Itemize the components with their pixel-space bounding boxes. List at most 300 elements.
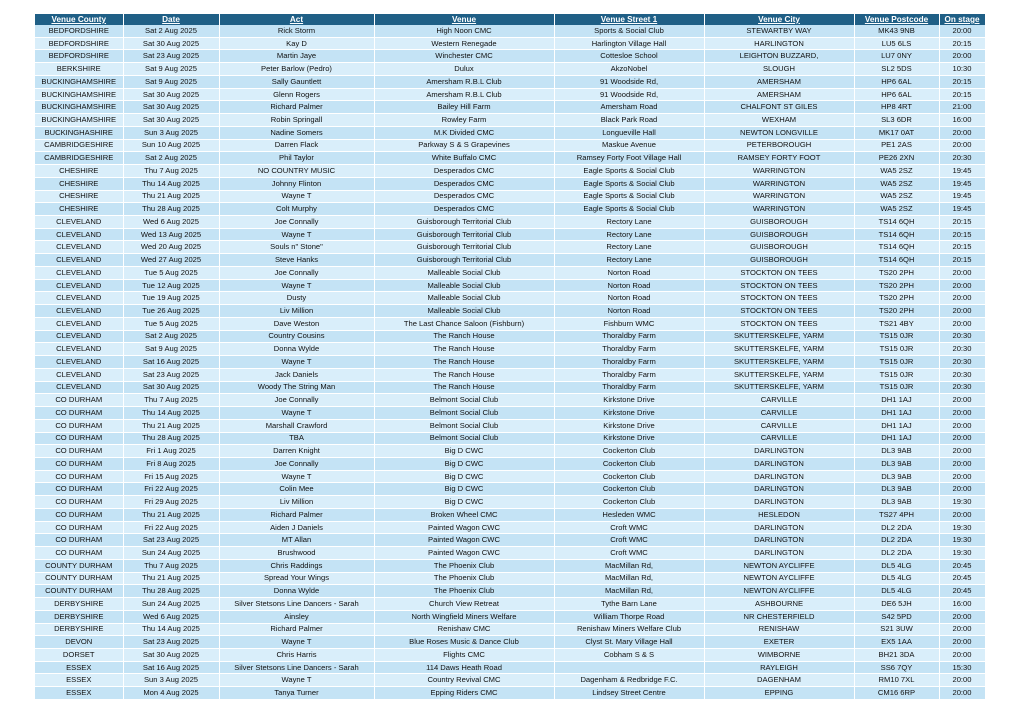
act-cell: TBA bbox=[219, 432, 374, 445]
county-cell: BUCKINGHAMSHIRE bbox=[35, 75, 123, 88]
postcode-cell: MK17 0AT bbox=[854, 126, 939, 139]
table-row bbox=[35, 139, 985, 152]
street-cell bbox=[554, 661, 704, 674]
column-header-date[interactable]: Date bbox=[123, 14, 219, 25]
county-cell: CO DURHAM bbox=[35, 445, 123, 458]
street-cell: Eagle Sports & Social Club bbox=[554, 203, 704, 216]
county-cell: CAMBRIDGESHIRE bbox=[35, 139, 123, 152]
postcode-cell: LU5 6LS bbox=[854, 37, 939, 50]
venue-cell: Western Renegade bbox=[374, 37, 554, 50]
city-cell: CARVILLE bbox=[704, 394, 854, 407]
date-cell: Fri 8 Aug 2025 bbox=[123, 457, 219, 470]
date-cell: Thu 28 Aug 2025 bbox=[123, 203, 219, 216]
on-stage-cell: 20:00 bbox=[939, 508, 985, 521]
act-cell: Peter Barlow (Pedro) bbox=[219, 63, 374, 76]
date-cell: Wed 6 Aug 2025 bbox=[123, 216, 219, 229]
on-stage-cell: 10:30 bbox=[939, 63, 985, 76]
on-stage-cell: 20:15 bbox=[939, 241, 985, 254]
date-cell: Sun 24 Aug 2025 bbox=[123, 547, 219, 560]
venue-cell: The Last Chance Saloon (Fishburn) bbox=[374, 317, 554, 330]
date-cell: Sun 3 Aug 2025 bbox=[123, 674, 219, 687]
city-cell: WEXHAM bbox=[704, 114, 854, 127]
county-cell: BEDFORDSHIRE bbox=[35, 50, 123, 63]
table-row bbox=[35, 457, 985, 470]
on-stage-cell: 16:00 bbox=[939, 598, 985, 611]
act-cell: MT Allan bbox=[219, 534, 374, 547]
venue-cell: The Ranch House bbox=[374, 381, 554, 394]
street-cell: Thoraldby Farm bbox=[554, 368, 704, 381]
street-cell: MacMillan Rd, bbox=[554, 585, 704, 598]
table-row bbox=[35, 203, 985, 216]
city-cell: GUISBOROUGH bbox=[704, 254, 854, 267]
county-cell: CO DURHAM bbox=[35, 432, 123, 445]
county-cell: CO DURHAM bbox=[35, 457, 123, 470]
postcode-cell: WA5 2SZ bbox=[854, 203, 939, 216]
postcode-cell: S42 5PD bbox=[854, 610, 939, 623]
date-cell: Sat 2 Aug 2025 bbox=[123, 25, 219, 37]
column-header-venue[interactable]: Venue bbox=[374, 14, 554, 25]
venue-cell: Big D CWC bbox=[374, 496, 554, 509]
act-cell: Nadine Somers bbox=[219, 126, 374, 139]
postcode-cell: DL2 2DA bbox=[854, 547, 939, 560]
on-stage-cell: 20:00 bbox=[939, 432, 985, 445]
county-cell: CO DURHAM bbox=[35, 470, 123, 483]
on-stage-cell: 20:00 bbox=[939, 636, 985, 649]
street-cell: Eagle Sports & Social Club bbox=[554, 190, 704, 203]
table-row bbox=[35, 152, 985, 165]
postcode-cell: DL2 2DA bbox=[854, 521, 939, 534]
column-header-venue-city[interactable]: Venue City bbox=[704, 14, 854, 25]
act-cell: Donna Wylde bbox=[219, 343, 374, 356]
county-cell: BEDFORDSHIRE bbox=[35, 25, 123, 37]
column-header-venue-street[interactable]: Venue Street 1 bbox=[554, 14, 704, 25]
act-cell: Joe Connally bbox=[219, 266, 374, 279]
on-stage-cell: 20:00 bbox=[939, 394, 985, 407]
venue-cell: Dulux bbox=[374, 63, 554, 76]
city-cell: NEWTON AYCLIFFE bbox=[704, 585, 854, 598]
date-cell: Sat 2 Aug 2025 bbox=[123, 152, 219, 165]
venue-cell: Belmont Social Club bbox=[374, 407, 554, 420]
act-cell: Wayne T bbox=[219, 407, 374, 420]
on-stage-cell: 20:45 bbox=[939, 585, 985, 598]
city-cell: DARLINGTON bbox=[704, 521, 854, 534]
street-cell: Rectory Lane bbox=[554, 241, 704, 254]
act-cell: Wayne T bbox=[219, 636, 374, 649]
date-cell: Thu 14 Aug 2025 bbox=[123, 407, 219, 420]
street-cell: Cockerton Club bbox=[554, 457, 704, 470]
county-cell: CLEVELAND bbox=[35, 292, 123, 305]
date-cell: Tue 5 Aug 2025 bbox=[123, 266, 219, 279]
city-cell: GUISBOROUGH bbox=[704, 241, 854, 254]
table-row bbox=[35, 687, 985, 700]
street-cell: Norton Road bbox=[554, 292, 704, 305]
act-cell: Joe Connally bbox=[219, 216, 374, 229]
postcode-cell: TS20 2PH bbox=[854, 292, 939, 305]
city-cell: STOCKTON ON TEES bbox=[704, 266, 854, 279]
postcode-cell: DH1 1AJ bbox=[854, 419, 939, 432]
date-cell: Thu 21 Aug 2025 bbox=[123, 572, 219, 585]
on-stage-cell: 20:00 bbox=[939, 317, 985, 330]
act-cell: Steve Hanks bbox=[219, 254, 374, 267]
on-stage-cell: 19:45 bbox=[939, 165, 985, 178]
act-cell: Wayne T bbox=[219, 279, 374, 292]
table-row bbox=[35, 37, 985, 50]
date-cell: Sun 3 Aug 2025 bbox=[123, 126, 219, 139]
street-cell: Harlington Village Hall bbox=[554, 37, 704, 50]
city-cell: DAGENHAM bbox=[704, 674, 854, 687]
city-cell: DARLINGTON bbox=[704, 547, 854, 560]
date-cell: Fri 22 Aug 2025 bbox=[123, 483, 219, 496]
city-cell: RENISHAW bbox=[704, 623, 854, 636]
date-cell: Thu 21 Aug 2025 bbox=[123, 190, 219, 203]
venue-cell: The Phoenix Club bbox=[374, 585, 554, 598]
county-cell: CLEVELAND bbox=[35, 356, 123, 369]
city-cell: DARLINGTON bbox=[704, 470, 854, 483]
table-row bbox=[35, 407, 985, 420]
table-row bbox=[35, 177, 985, 190]
county-cell: CO DURHAM bbox=[35, 547, 123, 560]
street-cell: Tythe Barn Lane bbox=[554, 598, 704, 611]
street-cell: Kirkstone Drive bbox=[554, 419, 704, 432]
table-row bbox=[35, 521, 985, 534]
table-row bbox=[35, 356, 985, 369]
street-cell: Kirkstone Drive bbox=[554, 432, 704, 445]
venue-cell: Desperados CMC bbox=[374, 165, 554, 178]
street-cell: Ramsey Forty Foot Village Hall bbox=[554, 152, 704, 165]
venue-cell: The Ranch House bbox=[374, 330, 554, 343]
venue-cell: The Ranch House bbox=[374, 356, 554, 369]
city-cell: GUISBOROUGH bbox=[704, 216, 854, 229]
postcode-cell: TS15 0JR bbox=[854, 368, 939, 381]
city-cell: WARRINGTON bbox=[704, 203, 854, 216]
county-cell: DERBYSHIRE bbox=[35, 610, 123, 623]
act-cell: Darren Knight bbox=[219, 445, 374, 458]
postcode-cell: TS15 0JR bbox=[854, 343, 939, 356]
city-cell: WIMBORNE bbox=[704, 648, 854, 661]
act-cell: Darren Flack bbox=[219, 139, 374, 152]
table-row bbox=[35, 432, 985, 445]
venue-cell: Malleable Social Club bbox=[374, 305, 554, 318]
on-stage-cell: 20:15 bbox=[939, 216, 985, 229]
on-stage-cell: 20:00 bbox=[939, 470, 985, 483]
city-cell: RAYLEIGH bbox=[704, 661, 854, 674]
date-cell: Mon 4 Aug 2025 bbox=[123, 687, 219, 700]
column-header-venue-postcode[interactable]: Venue Postcode bbox=[854, 14, 939, 25]
on-stage-cell: 20:30 bbox=[939, 368, 985, 381]
postcode-cell: TS21 4BY bbox=[854, 317, 939, 330]
county-cell: CLEVELAND bbox=[35, 241, 123, 254]
venue-cell: M.K Divided CMC bbox=[374, 126, 554, 139]
on-stage-cell: 20:00 bbox=[939, 50, 985, 63]
act-cell: Aiden J Daniels bbox=[219, 521, 374, 534]
table-row bbox=[35, 623, 985, 636]
postcode-cell: PE26 2XN bbox=[854, 152, 939, 165]
county-cell: BERKSHIRE bbox=[35, 63, 123, 76]
on-stage-cell: 20:30 bbox=[939, 381, 985, 394]
on-stage-cell: 20:00 bbox=[939, 279, 985, 292]
city-cell: DARLINGTON bbox=[704, 534, 854, 547]
venue-cell: Belmont Social Club bbox=[374, 419, 554, 432]
date-cell: Thu 28 Aug 2025 bbox=[123, 432, 219, 445]
table-row bbox=[35, 445, 985, 458]
date-cell: Fri 1 Aug 2025 bbox=[123, 445, 219, 458]
postcode-cell: EX5 1AA bbox=[854, 636, 939, 649]
venue-cell: High Noon CMC bbox=[374, 25, 554, 37]
county-cell: DERBYSHIRE bbox=[35, 598, 123, 611]
postcode-cell: SL3 6DR bbox=[854, 114, 939, 127]
city-cell: NR CHESTERFIELD bbox=[704, 610, 854, 623]
table-row bbox=[35, 292, 985, 305]
on-stage-cell: 20:45 bbox=[939, 572, 985, 585]
city-cell: STOCKTON ON TEES bbox=[704, 305, 854, 318]
street-cell: Thoraldby Farm bbox=[554, 343, 704, 356]
postcode-cell: TS15 0JR bbox=[854, 381, 939, 394]
postcode-cell: RM10 7XL bbox=[854, 674, 939, 687]
table-row bbox=[35, 508, 985, 521]
postcode-cell: TS20 2PH bbox=[854, 279, 939, 292]
date-cell: Sat 30 Aug 2025 bbox=[123, 101, 219, 114]
venue-cell: Broken Wheel CMC bbox=[374, 508, 554, 521]
city-cell: DARLINGTON bbox=[704, 457, 854, 470]
act-cell: Liv Million bbox=[219, 496, 374, 509]
on-stage-cell: 20:30 bbox=[939, 343, 985, 356]
on-stage-cell: 20:00 bbox=[939, 610, 985, 623]
venue-cell: Belmont Social Club bbox=[374, 432, 554, 445]
street-cell: Clyst St. Mary Village Hall bbox=[554, 636, 704, 649]
county-cell: BUCKINGHASHIRE bbox=[35, 126, 123, 139]
act-cell: Spread Your Wings bbox=[219, 572, 374, 585]
date-cell: Wed 6 Aug 2025 bbox=[123, 610, 219, 623]
county-cell: CLEVELAND bbox=[35, 254, 123, 267]
street-cell: Norton Road bbox=[554, 305, 704, 318]
postcode-cell: DL3 9AB bbox=[854, 457, 939, 470]
venue-cell: The Ranch House bbox=[374, 343, 554, 356]
column-header-on-stage[interactable]: On stage bbox=[939, 14, 985, 25]
act-cell: Country Cousins bbox=[219, 330, 374, 343]
venue-cell: Malleable Social Club bbox=[374, 292, 554, 305]
street-cell: Croft WMC bbox=[554, 547, 704, 560]
venue-cell: Belmont Social Club bbox=[374, 394, 554, 407]
street-cell: MacMillan Rd, bbox=[554, 559, 704, 572]
venue-cell: Flights CMC bbox=[374, 648, 554, 661]
postcode-cell: HP8 4RT bbox=[854, 101, 939, 114]
venue-cell: Rowley Farm bbox=[374, 114, 554, 127]
act-cell: Ainsley bbox=[219, 610, 374, 623]
city-cell: GUISBOROUGH bbox=[704, 228, 854, 241]
city-cell: STOCKTON ON TEES bbox=[704, 279, 854, 292]
act-cell: Kay D bbox=[219, 37, 374, 50]
postcode-cell: DL2 2DA bbox=[854, 534, 939, 547]
table-row bbox=[35, 572, 985, 585]
act-cell: Richard Palmer bbox=[219, 623, 374, 636]
table-row bbox=[35, 126, 985, 139]
on-stage-cell: 20:00 bbox=[939, 407, 985, 420]
date-cell: Sat 23 Aug 2025 bbox=[123, 636, 219, 649]
city-cell: WARRINGTON bbox=[704, 190, 854, 203]
city-cell: AMERSHAM bbox=[704, 75, 854, 88]
postcode-cell: DH1 1AJ bbox=[854, 394, 939, 407]
venue-cell: Desperados CMC bbox=[374, 203, 554, 216]
county-cell: DORSET bbox=[35, 648, 123, 661]
street-cell: Thoraldby Farm bbox=[554, 356, 704, 369]
street-cell: Cottesloe School bbox=[554, 50, 704, 63]
date-cell: Sat 30 Aug 2025 bbox=[123, 37, 219, 50]
venue-cell: Malleable Social Club bbox=[374, 266, 554, 279]
on-stage-cell: 19:45 bbox=[939, 177, 985, 190]
street-cell: William Thorpe Road bbox=[554, 610, 704, 623]
city-cell: EXETER bbox=[704, 636, 854, 649]
county-cell: CO DURHAM bbox=[35, 419, 123, 432]
date-cell: Tue 26 Aug 2025 bbox=[123, 305, 219, 318]
street-cell: Rectory Lane bbox=[554, 254, 704, 267]
table-row bbox=[35, 63, 985, 76]
table-row bbox=[35, 559, 985, 572]
venue-cell: Desperados CMC bbox=[374, 177, 554, 190]
venue-cell: Big D CWC bbox=[374, 483, 554, 496]
table-row bbox=[35, 101, 985, 114]
postcode-cell: HP6 6AL bbox=[854, 75, 939, 88]
city-cell: CHALFONT ST GILES bbox=[704, 101, 854, 114]
street-cell: Longueville Hall bbox=[554, 126, 704, 139]
city-cell: SKUTTERSKELFE, YARM bbox=[704, 330, 854, 343]
on-stage-cell: 20:00 bbox=[939, 623, 985, 636]
county-cell: CLEVELAND bbox=[35, 330, 123, 343]
table-row bbox=[35, 216, 985, 229]
date-cell: Sat 9 Aug 2025 bbox=[123, 75, 219, 88]
venue-cell: 114 Daws Heath Road bbox=[374, 661, 554, 674]
act-cell: Souls n" Stone" bbox=[219, 241, 374, 254]
date-cell: Wed 20 Aug 2025 bbox=[123, 241, 219, 254]
postcode-cell: TS15 0JR bbox=[854, 330, 939, 343]
act-cell: Johnny Flinton bbox=[219, 177, 374, 190]
on-stage-cell: 16:00 bbox=[939, 114, 985, 127]
venue-cell: Big D CWC bbox=[374, 457, 554, 470]
table-row bbox=[35, 343, 985, 356]
postcode-cell: DH1 1AJ bbox=[854, 432, 939, 445]
on-stage-cell: 19:45 bbox=[939, 203, 985, 216]
act-cell: Dave Weston bbox=[219, 317, 374, 330]
date-cell: Thu 7 Aug 2025 bbox=[123, 559, 219, 572]
city-cell: STEWARTBY WAY bbox=[704, 25, 854, 37]
venue-cell: Malleable Social Club bbox=[374, 279, 554, 292]
county-cell: CO DURHAM bbox=[35, 534, 123, 547]
postcode-cell: WA5 2SZ bbox=[854, 177, 939, 190]
on-stage-cell: 20:00 bbox=[939, 419, 985, 432]
table-row bbox=[35, 661, 985, 674]
county-cell: BEDFORDSHIRE bbox=[35, 37, 123, 50]
table-row bbox=[35, 330, 985, 343]
act-cell: Colin Mee bbox=[219, 483, 374, 496]
city-cell: DARLINGTON bbox=[704, 496, 854, 509]
venue-cell: Church View Retreat bbox=[374, 598, 554, 611]
date-cell: Thu 7 Aug 2025 bbox=[123, 165, 219, 178]
on-stage-cell: 20:15 bbox=[939, 88, 985, 101]
venue-cell: Winchester CMC bbox=[374, 50, 554, 63]
county-cell: CLEVELAND bbox=[35, 368, 123, 381]
street-cell: Cockerton Club bbox=[554, 496, 704, 509]
date-cell: Thu 14 Aug 2025 bbox=[123, 177, 219, 190]
on-stage-cell: 20:00 bbox=[939, 139, 985, 152]
date-cell: Sat 30 Aug 2025 bbox=[123, 88, 219, 101]
table-row bbox=[35, 394, 985, 407]
act-cell: Sally Gauntlett bbox=[219, 75, 374, 88]
postcode-cell: SS6 7QY bbox=[854, 661, 939, 674]
on-stage-cell: 19:30 bbox=[939, 534, 985, 547]
on-stage-cell: 20:15 bbox=[939, 75, 985, 88]
county-cell: CO DURHAM bbox=[35, 496, 123, 509]
county-cell: COUNTY DURHAM bbox=[35, 585, 123, 598]
county-cell: CHESHIRE bbox=[35, 177, 123, 190]
city-cell: SLOUGH bbox=[704, 63, 854, 76]
date-cell: Fri 22 Aug 2025 bbox=[123, 521, 219, 534]
on-stage-cell: 20:00 bbox=[939, 25, 985, 37]
table-row bbox=[35, 470, 985, 483]
venue-cell: Amersham R.B.L Club bbox=[374, 75, 554, 88]
act-cell: Wayne T bbox=[219, 674, 374, 687]
header-row bbox=[35, 14, 985, 25]
on-stage-cell: 20:30 bbox=[939, 356, 985, 369]
table-row bbox=[35, 636, 985, 649]
county-cell: CO DURHAM bbox=[35, 483, 123, 496]
postcode-cell: DH1 1AJ bbox=[854, 407, 939, 420]
county-cell: BUCKINGHAMSHIRE bbox=[35, 88, 123, 101]
street-cell: Thoraldby Farm bbox=[554, 381, 704, 394]
date-cell: Sat 30 Aug 2025 bbox=[123, 648, 219, 661]
venue-cell: Guisborough Territorial Club bbox=[374, 241, 554, 254]
column-header-venue-county[interactable]: Venue County bbox=[35, 14, 123, 25]
table-row bbox=[35, 279, 985, 292]
act-cell: Chris Harris bbox=[219, 648, 374, 661]
county-cell: ESSEX bbox=[35, 687, 123, 700]
column-header-act[interactable]: Act bbox=[219, 14, 374, 25]
county-cell: CLEVELAND bbox=[35, 381, 123, 394]
county-cell: CLEVELAND bbox=[35, 279, 123, 292]
city-cell: NEWTON AYCLIFFE bbox=[704, 572, 854, 585]
city-cell: SKUTTERSKELFE, YARM bbox=[704, 356, 854, 369]
on-stage-cell: 19:30 bbox=[939, 521, 985, 534]
act-cell: Martin Jaye bbox=[219, 50, 374, 63]
act-cell: Joe Connally bbox=[219, 457, 374, 470]
venue-cell: The Ranch House bbox=[374, 368, 554, 381]
postcode-cell: DL3 9AB bbox=[854, 496, 939, 509]
postcode-cell: TS15 0JR bbox=[854, 356, 939, 369]
city-cell: STOCKTON ON TEES bbox=[704, 292, 854, 305]
street-cell: Dagenham & Redbridge F.C. bbox=[554, 674, 704, 687]
county-cell: CLEVELAND bbox=[35, 266, 123, 279]
date-cell: Wed 13 Aug 2025 bbox=[123, 228, 219, 241]
venue-cell: Blue Roses Music & Dance Club bbox=[374, 636, 554, 649]
table-row bbox=[35, 254, 985, 267]
street-cell: Kirkstone Drive bbox=[554, 407, 704, 420]
table-row bbox=[35, 598, 985, 611]
city-cell: AMERSHAM bbox=[704, 88, 854, 101]
on-stage-cell: 20:45 bbox=[939, 559, 985, 572]
date-cell: Sat 16 Aug 2025 bbox=[123, 661, 219, 674]
on-stage-cell: 20:30 bbox=[939, 330, 985, 343]
act-cell: Jack Daniels bbox=[219, 368, 374, 381]
city-cell: SKUTTERSKELFE, YARM bbox=[704, 343, 854, 356]
postcode-cell: DL5 4LG bbox=[854, 572, 939, 585]
act-cell: Silver Stetsons Line Dancers - Sarah bbox=[219, 661, 374, 674]
street-cell: Cockerton Club bbox=[554, 445, 704, 458]
act-cell: Wayne T bbox=[219, 190, 374, 203]
county-cell: CO DURHAM bbox=[35, 521, 123, 534]
county-cell: CAMBRIDGESHIRE bbox=[35, 152, 123, 165]
city-cell: RAMSEY FORTY FOOT bbox=[704, 152, 854, 165]
on-stage-cell: 20:00 bbox=[939, 292, 985, 305]
county-cell: CLEVELAND bbox=[35, 343, 123, 356]
date-cell: Sat 2 Aug 2025 bbox=[123, 330, 219, 343]
